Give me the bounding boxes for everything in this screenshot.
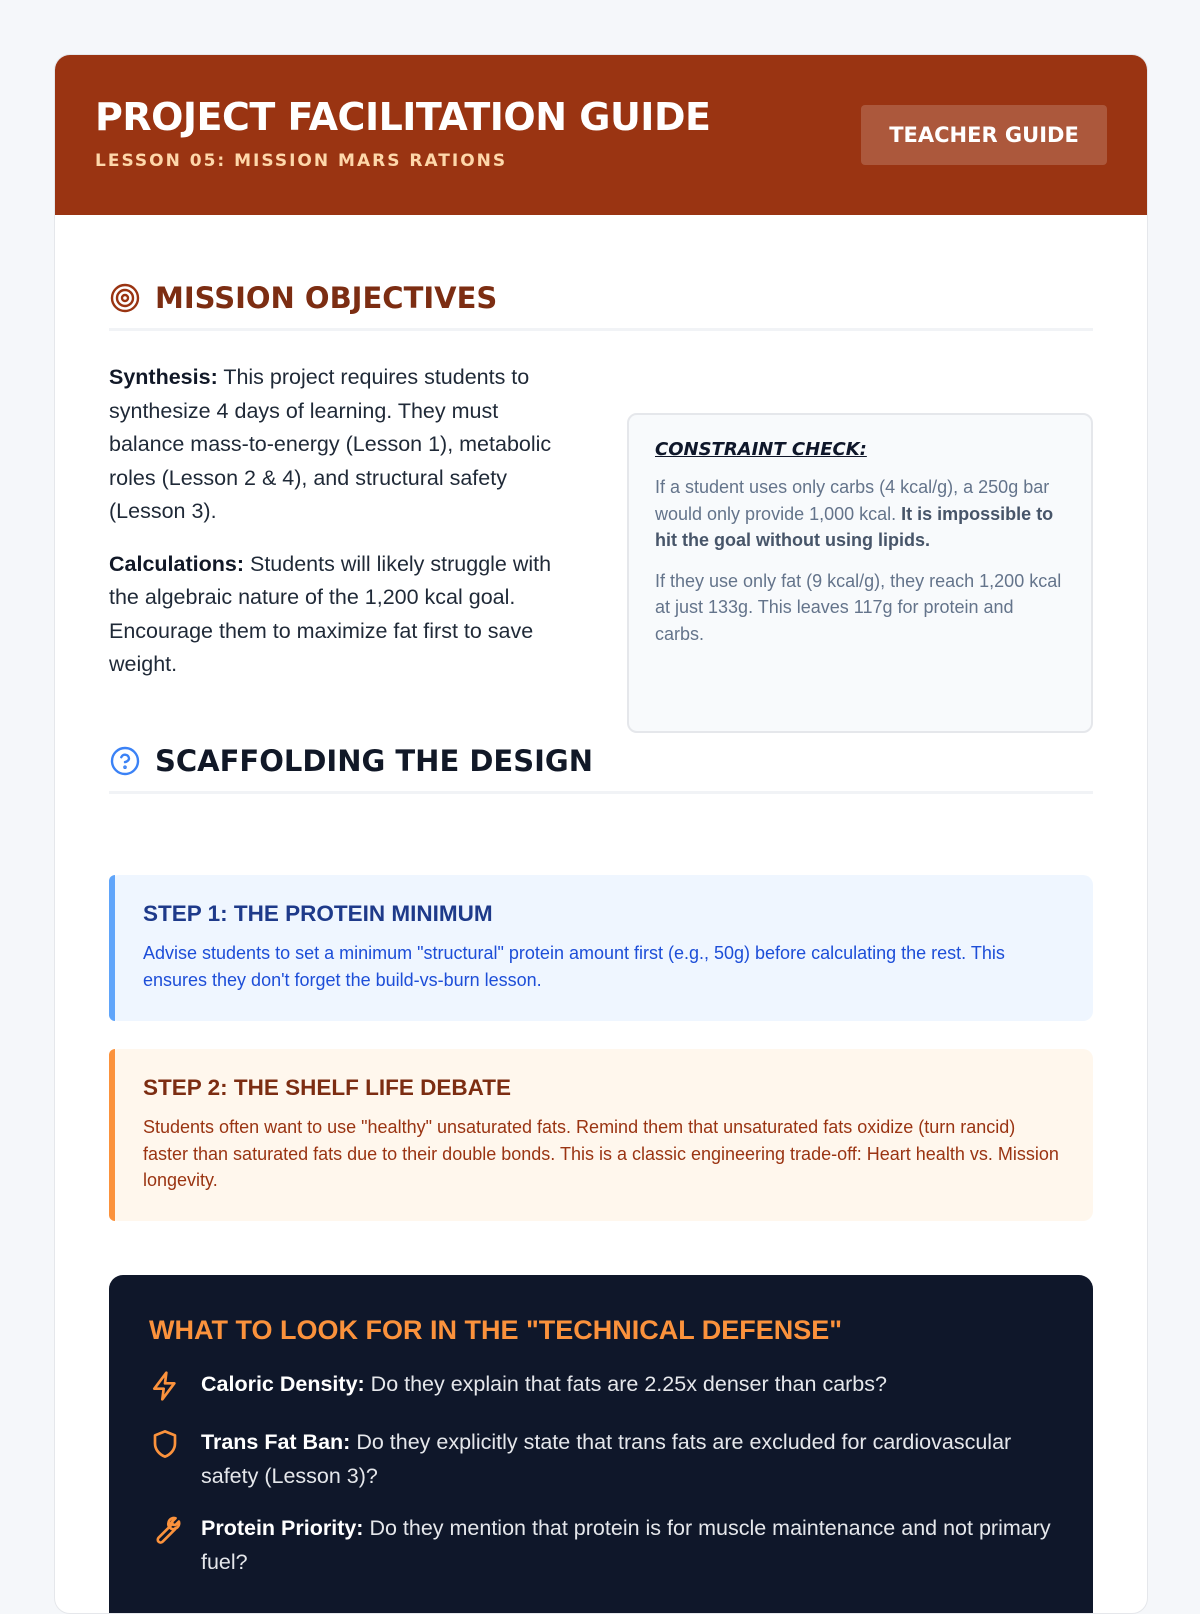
synthesis-label: Synthesis: xyxy=(109,365,218,389)
target-icon xyxy=(109,282,141,314)
step-2-card xyxy=(109,1049,1093,1221)
lesson-subtitle: LESSON 05: MISSION MARS RATIONS xyxy=(95,151,508,171)
defense-item-body: Do they mention that protein is for muscle maintenance and not primary fuel? xyxy=(201,1516,1051,1574)
wrench-icon xyxy=(149,1512,181,1579)
list-item xyxy=(149,1426,1053,1493)
constraint-check-box xyxy=(627,413,1093,733)
constraint-title: CONSTRAINT CHECK: xyxy=(655,439,867,460)
constraint-paragraph-2: If they use only fat (9 kcal/g), they reach 1,200 kcal at just 133g. This leaves 117g for protein and carbs. xyxy=(655,570,1062,644)
scaffolding-heading xyxy=(109,730,1093,794)
step-title: STEP 2: THE SHELF LIFE DEBATE xyxy=(143,1075,511,1100)
guide-card xyxy=(54,54,1148,1614)
technical-defense-panel xyxy=(109,1275,1093,1614)
list-item xyxy=(149,1512,1053,1579)
shield-icon xyxy=(149,1426,181,1493)
step-title: STEP 1: THE PROTEIN MINIMUM xyxy=(143,901,493,926)
constraint-paragraph-1 xyxy=(655,474,1065,554)
defense-list xyxy=(149,1368,1053,1579)
calculations-text: Students will likely struggle with the algebraic nature of the 1,200 kcal goal. Encourage them to maximize fat first to save weight. xyxy=(109,551,552,676)
step-1-card xyxy=(109,875,1093,1021)
defense-item-body: Do they explicitly state that trans fats are excluded for cardiovascular safety (Lesson 3)? xyxy=(201,1430,1012,1488)
defense-item-text xyxy=(201,1368,887,1407)
teacher-guide-badge: TEACHER GUIDE xyxy=(861,105,1107,165)
defense-heading: WHAT TO LOOK FOR IN THE "TECHNICAL DEFENSE" xyxy=(149,1315,843,1345)
objectives-text xyxy=(109,361,579,701)
guide-header xyxy=(55,55,1147,215)
constraint-emphasis: It is impossible to hit the goal without using lipids. xyxy=(655,503,1054,550)
section-title: MISSION OBJECTIVES xyxy=(155,280,498,315)
defense-item-label: Caloric Density: xyxy=(201,1372,365,1396)
step-text: Students often want to use "healthy" unsaturated fats. Remind them that unsaturated fats oxidize (turn rancid) faster than saturated fats due to their double bonds. This is a classic engineering trade-off: Heart health vs. Mission longevity. xyxy=(143,1117,1059,1190)
step-text: Advise students to set a minimum "structural" protein amount first (e.g., 50g) before calculating the rest. This ensures they don't forget the build-vs-burn lesson. xyxy=(143,943,1005,990)
page-title: PROJECT FACILITATION GUIDE xyxy=(95,95,711,139)
mission-objectives-heading xyxy=(109,267,1093,331)
defense-item-text xyxy=(201,1426,1053,1493)
help-circle-icon xyxy=(109,745,141,777)
constraint-text-1: If a student uses only carbs (4 kcal/g), a 250g bar would only provide 1,000 kcal. xyxy=(655,477,1050,524)
defense-item-body: Do they explain that fats are 2.25x denser than carbs? xyxy=(364,1372,887,1396)
calculations-label: Calculations: xyxy=(109,551,244,576)
list-item xyxy=(149,1368,1053,1407)
step-accent-bar xyxy=(109,875,115,1021)
synthesis-paragraph xyxy=(109,361,579,529)
synthesis-text: This project requires students to synthesize 4 days of learning. They must balance mass-to-energy (Lesson 1), metabolic roles (Lesson 2 & 4), and structural safety (Lesson 3). xyxy=(109,365,552,523)
defense-item-label: Trans Fat Ban: xyxy=(201,1430,351,1454)
step-accent-bar xyxy=(109,1049,115,1221)
defense-item-label: Protein Priority: xyxy=(201,1516,364,1540)
section-title: SCAFFOLDING THE DESIGN xyxy=(155,743,593,778)
defense-item-text xyxy=(201,1512,1053,1579)
lightning-icon xyxy=(149,1368,181,1407)
calculations-paragraph xyxy=(109,548,579,682)
